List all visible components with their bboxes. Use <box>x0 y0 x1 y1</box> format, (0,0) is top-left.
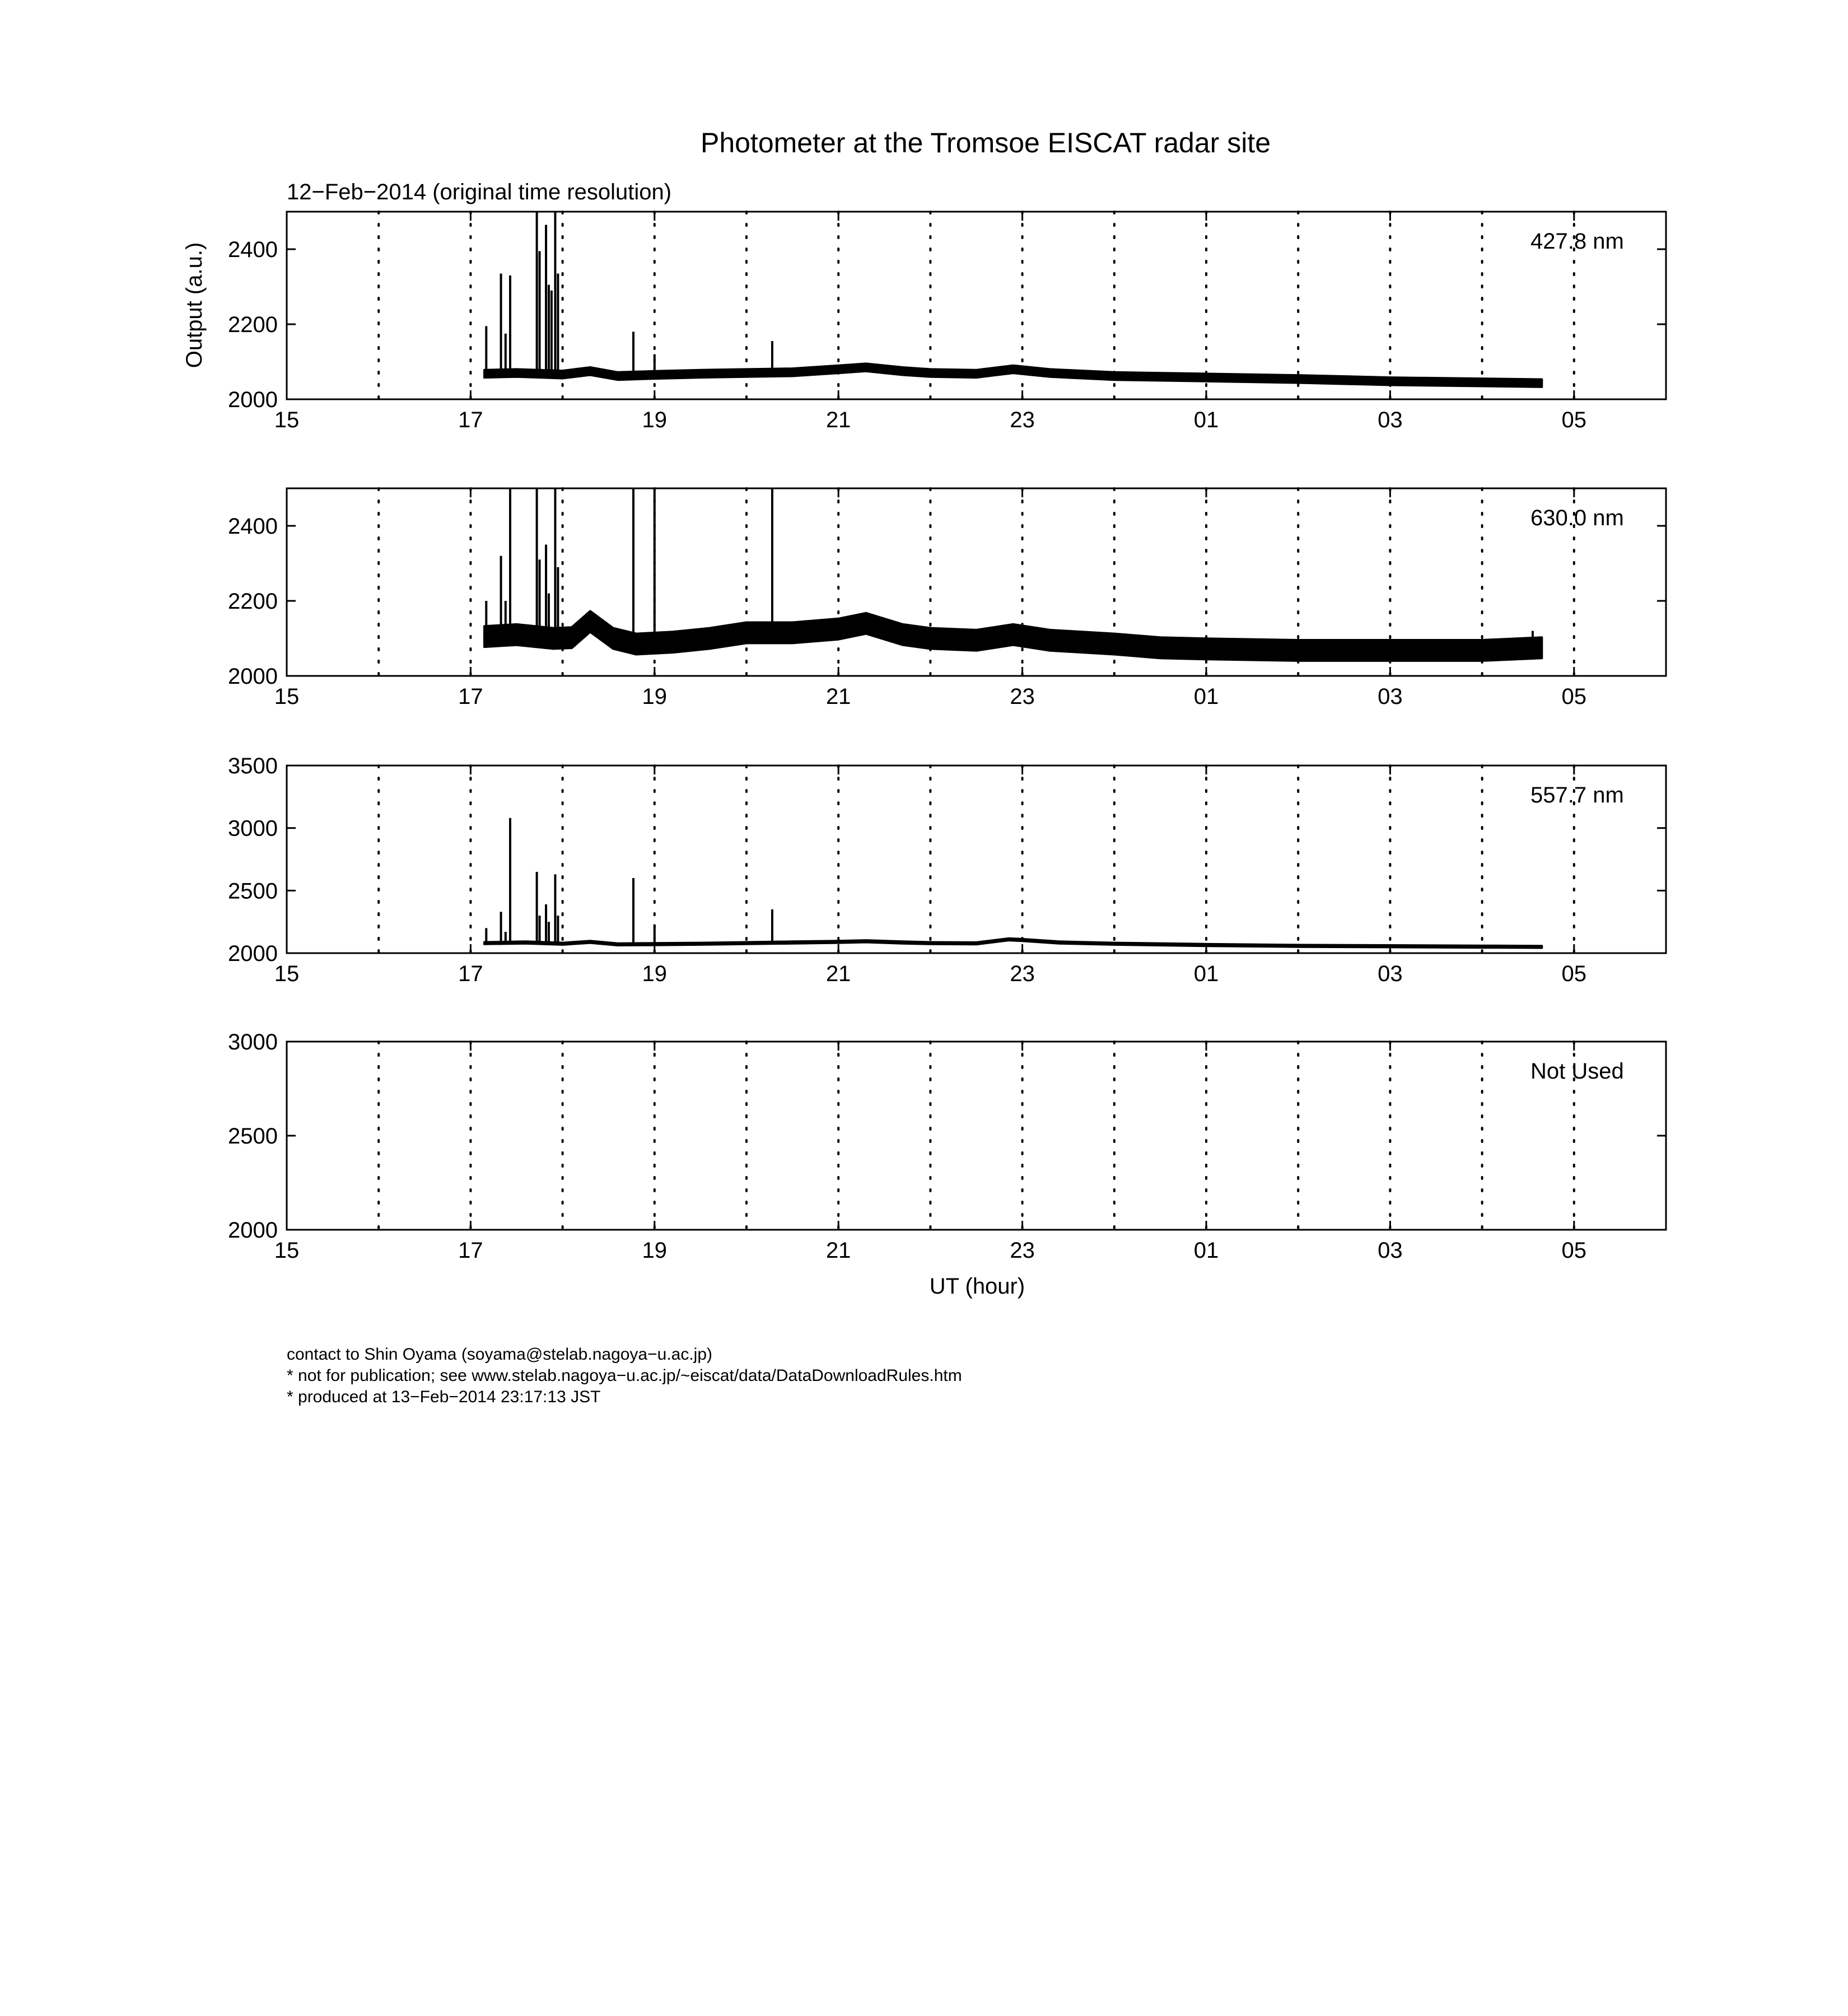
footer-produced: * produced at 13−Feb−2014 23:17:13 JST <box>287 1388 601 1406</box>
panel-557-7nm <box>228 754 1666 986</box>
panel-label: 557.7 nm <box>1530 783 1624 808</box>
x-tick-label: 23 <box>1010 962 1035 986</box>
footer-contact: contact to Shin Oyama (soyama@stelab.nagoya−u.ac.jp) <box>287 1345 713 1364</box>
y-tick-label: 2500 <box>228 1124 278 1149</box>
x-tick-label: 23 <box>1010 1238 1035 1263</box>
x-tick-label: 05 <box>1561 408 1587 432</box>
x-tick-label: 19 <box>642 684 668 709</box>
x-tick-label: 03 <box>1378 962 1403 986</box>
panel-not-used <box>228 1030 1666 1263</box>
y-tick-label: 2000 <box>228 941 278 966</box>
x-tick-label: 03 <box>1378 684 1403 709</box>
y-tick-label: 2500 <box>228 879 278 904</box>
y-tick-label: 2400 <box>228 514 278 539</box>
y-tick-label: 2000 <box>228 388 278 412</box>
x-tick-label: 21 <box>825 408 851 432</box>
figure-title: Photometer at the Tromsoe EISCAT radar site <box>700 127 1271 158</box>
footer-rules: * not for publication; see www.stelab.nagoya−u.ac.jp/~eiscat/data/DataDownloadRules.htm <box>287 1366 962 1385</box>
y-axis-label: Output (a.u.) <box>182 242 207 368</box>
x-tick-label: 23 <box>1010 684 1035 709</box>
y-tick-label: 3000 <box>228 1030 278 1054</box>
x-tick-label: 05 <box>1561 684 1587 709</box>
y-tick-label: 2200 <box>228 312 278 337</box>
x-tick-label: 19 <box>642 408 668 432</box>
x-tick-label: 01 <box>1193 962 1219 986</box>
x-tick-label: 19 <box>642 962 668 986</box>
x-tick-label: 01 <box>1193 684 1219 709</box>
x-tick-label: 21 <box>825 1238 851 1263</box>
x-tick-label: 03 <box>1378 408 1403 432</box>
x-tick-label: 15 <box>274 1238 300 1263</box>
y-tick-label: 2000 <box>228 664 278 689</box>
x-tick-label: 15 <box>274 962 300 986</box>
x-tick-label: 17 <box>458 1238 483 1263</box>
y-tick-label: 2000 <box>228 1218 278 1243</box>
x-tick-label: 19 <box>642 1238 668 1263</box>
x-tick-label: 15 <box>274 408 300 432</box>
x-tick-label: 05 <box>1561 1238 1587 1263</box>
y-tick-label: 3500 <box>228 754 278 778</box>
x-tick-label: 17 <box>458 962 483 986</box>
x-tick-label: 03 <box>1378 1238 1403 1263</box>
x-tick-label: 21 <box>825 684 851 709</box>
x-tick-label: 05 <box>1561 962 1587 986</box>
x-tick-label: 21 <box>825 962 851 986</box>
series-line <box>484 939 1542 946</box>
x-tick-label: 01 <box>1193 408 1219 432</box>
x-axis-label: UT (hour) <box>929 1274 1025 1299</box>
panel-427-8nm <box>228 212 1666 432</box>
series-line <box>484 367 1542 383</box>
y-tick-label: 2400 <box>228 237 278 262</box>
panel-630-0nm <box>228 488 1666 709</box>
plot-frame <box>287 1042 1666 1230</box>
y-tick-label: 3000 <box>228 816 278 841</box>
plot-frame <box>287 766 1666 953</box>
x-tick-label: 15 <box>274 684 300 709</box>
y-tick-label: 2200 <box>228 589 278 614</box>
panel-label: 630.0 nm <box>1530 506 1624 530</box>
x-tick-label: 23 <box>1010 408 1035 432</box>
panel-label: Not Used <box>1530 1059 1624 1084</box>
panel-label: 427.8 nm <box>1530 229 1624 254</box>
x-tick-label: 17 <box>458 684 483 709</box>
figure-subtitle: 12−Feb−2014 (original time resolution) <box>287 180 672 204</box>
footer-notes <box>287 1344 962 1408</box>
x-tick-label: 01 <box>1193 1238 1219 1263</box>
x-tick-label: 17 <box>458 408 483 432</box>
